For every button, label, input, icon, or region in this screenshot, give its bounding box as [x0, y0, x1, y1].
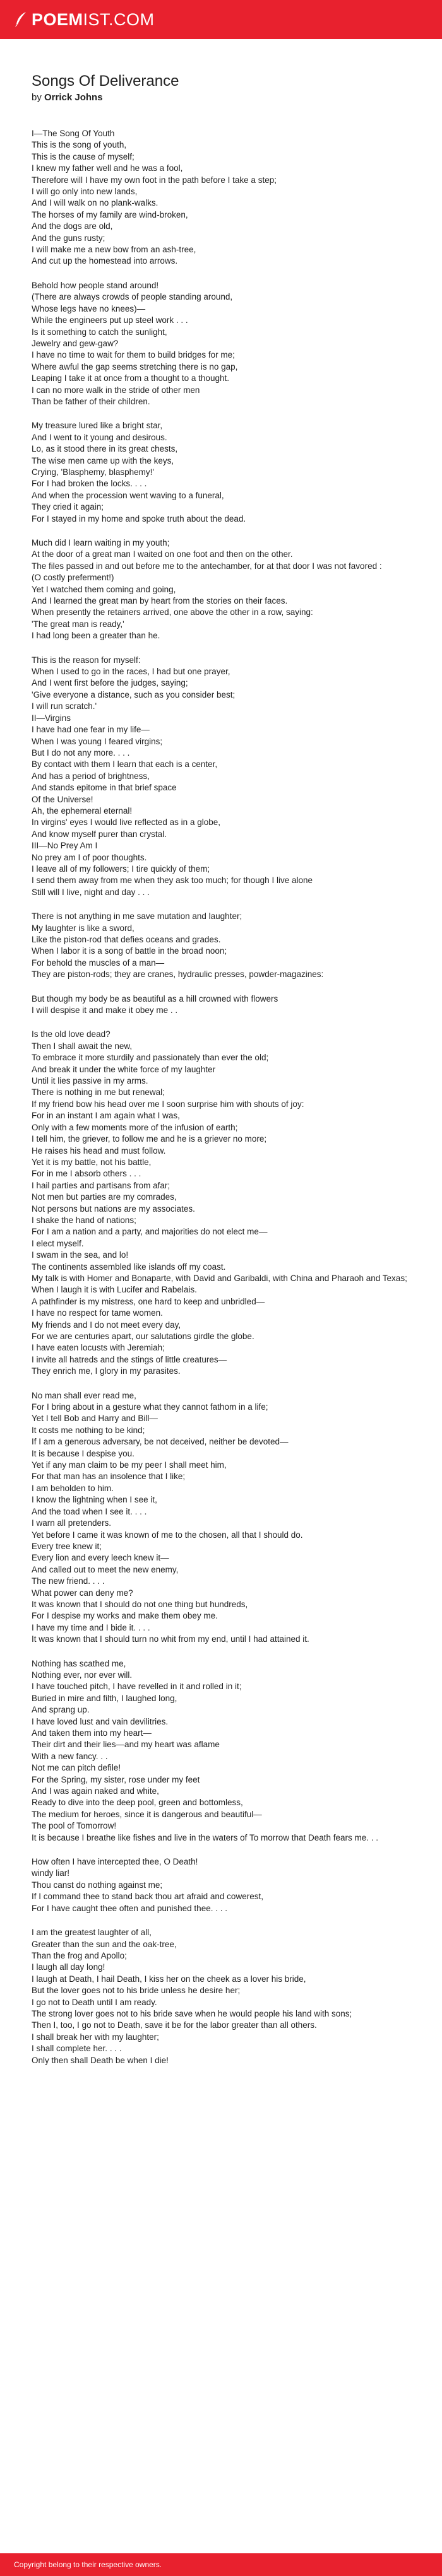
stanza — [32, 911, 410, 980]
poem-content — [0, 39, 442, 2066]
poem-line: Crying, 'Blasphemy, blasphemy!' — [32, 467, 154, 477]
poem-line: It is because I breathe like fishes and live in the waters of To morrow that Death fears me. . . — [32, 1832, 379, 1842]
poem-line: A pathfinder is my mistress, one hard to keep and unbridled— — [32, 1296, 265, 1306]
poem-line: For we are centuries apart, our salutations girdle the globe. — [32, 1332, 254, 1341]
poem-line: II—Virgins — [32, 713, 71, 723]
poem-line: Only then shall Death be when I die! — [32, 2055, 169, 2065]
poem-line: If my friend bow his head over me I soon surprise him with shouts of joy: — [32, 1099, 304, 1109]
brand-name: POEMIST.COM — [32, 9, 155, 29]
poem-line: For I bring about in a gesture what they cannot fathom in a life; — [32, 1402, 268, 1412]
poem-line: III—No Prey Am I — [32, 841, 98, 851]
poem-line: I had long been a greater than he. — [32, 631, 160, 641]
poem-line: Only with a few moments more of the infusion of earth; — [32, 1122, 238, 1132]
poem-line: It was known that I should do not one thing but hundreds, — [32, 1599, 248, 1609]
poem-line: I know the lightning when I see it, — [32, 1495, 157, 1505]
poem-line: And sprang up. — [32, 1705, 90, 1715]
poem-line: For I despise my works and make them obey me. — [32, 1611, 218, 1621]
poem-line: And I went first before the judges, saying; — [32, 678, 188, 688]
by-label: by — [32, 92, 42, 103]
poem-line: They enrich me, I glory in my parasites. — [32, 1366, 181, 1376]
poem-line: I laugh at Death, I hail Death, I kiss her on the cheek as a lover his bride, — [32, 1974, 306, 1984]
poem-line: Much did I learn waiting in my youth; — [32, 538, 170, 547]
poem-line: No man shall ever read me, — [32, 1390, 136, 1400]
author-link[interactable]: Orrick Johns — [44, 92, 103, 103]
poem-line: And I will walk on no plank-walks. — [32, 198, 158, 208]
poem-line: I will run scratch.' — [32, 701, 97, 711]
poem-line: The continents assembled like islands off my coast. — [32, 1262, 226, 1272]
poem-line: And the dogs are old, — [32, 221, 113, 231]
poem-line: And has a period of brightness, — [32, 771, 150, 781]
poem-line: I have no time to wait for them to build bridges for me; — [32, 350, 235, 360]
poem-line: At the door of a great man I waited on one foot and then on the other. — [32, 549, 293, 559]
poem-line: The medium for heroes, since it is dangerous and beautiful— — [32, 1809, 262, 1819]
poem-line: And the guns rusty; — [32, 233, 105, 243]
poem-line: And the toad when I see it. . . . — [32, 1506, 147, 1516]
poem-line: (There are always crowds of people standing around, — [32, 292, 233, 302]
poem-line: When presently the retainers arrived, one above the other in a row, saying: — [32, 607, 313, 618]
poem-line: There is nothing in me but renewal; — [32, 1087, 165, 1098]
poem-line: I hail parties and partisans from afar; — [32, 1180, 170, 1190]
poem-line: It is because I despise you. — [32, 1448, 134, 1458]
poem-line: (O costly preferment!) — [32, 573, 114, 583]
poem-line: For behold the muscles of a man— — [32, 957, 165, 968]
poem-line: I will go only into new lands, — [32, 187, 138, 197]
poem-line: And break it under the white force of my laughter — [32, 1064, 216, 1074]
stanza — [32, 128, 410, 267]
poem-line: The pool of Tomorrow! — [32, 1821, 117, 1831]
poem-line: Yet it is my battle, not his battle, — [32, 1157, 152, 1167]
poem-line: I tell him, the griever, to follow me and he is a griever no more; — [32, 1134, 267, 1144]
poem-line: With a new fancy. . . — [32, 1751, 108, 1761]
stanza — [32, 1658, 410, 1844]
poem-line: They cried it again; — [32, 502, 104, 512]
site-footer — [0, 2553, 442, 2576]
poem-line: It was known that I should turn no whit from my end, until I had attained it. — [32, 1634, 309, 1644]
poem-line: I have loved lust and vain devilitries. — [32, 1716, 169, 1726]
poem-line: I have my time and I bide it. . . . — [32, 1622, 150, 1632]
stanza — [32, 1927, 410, 2066]
poem-line: Until it lies passive in my arms. — [32, 1076, 148, 1086]
poem-line: For in an instant I am again what I was, — [32, 1111, 180, 1121]
poem-line: He raises his head and must follow. — [32, 1145, 166, 1156]
poem-line: Their dirt and their lies—and my heart was aflame — [32, 1740, 220, 1750]
poem-line: I laugh all day long! — [32, 1962, 105, 1972]
poem-line: In virgins' eyes I would live reflected as in a globe, — [32, 817, 220, 828]
poem-line: I knew my father well and he was a fool, — [32, 163, 183, 173]
poem-line: For I have caught thee often and punished thee. . . . — [32, 1903, 227, 1913]
poem-line: I shake the hand of nations; — [32, 1215, 136, 1225]
poem-line: I am beholden to him. — [32, 1483, 114, 1493]
poem-line: Ah, the ephemeral eternal! — [32, 805, 133, 816]
poem-line: Where awful the gap seems stretching there is no gap, — [32, 361, 238, 372]
poem-line: I warn all pretenders. — [32, 1518, 112, 1528]
poem-line: To embrace it more sturdily and passionately than ever the old; — [32, 1053, 269, 1063]
poem-line: I have touched pitch, I have revelled in it and rolled in it; — [32, 1682, 242, 1692]
site-logo[interactable] — [14, 10, 155, 30]
stanza — [32, 993, 410, 1017]
poem-line: Is it something to catch the sunlight, — [32, 327, 167, 337]
poem-byline — [32, 92, 410, 103]
stanza — [32, 655, 410, 899]
poem-line: This is the reason for myself: — [32, 655, 141, 665]
poem-line: And taken them into my heart— — [32, 1728, 152, 1738]
poem-line: I send them away from me when they ask too much; for though I live alone — [32, 875, 313, 886]
poem-line: Yet before I came it was known of me to the chosen, all that I should do. — [32, 1530, 303, 1540]
poem-line: Is the old love dead? — [32, 1029, 110, 1039]
poem-line: I shall complete her. . . . — [32, 2044, 122, 2054]
poem-line: Leaping I take it at once from a thought to a thought. — [32, 373, 229, 383]
poem-line: And called out to meet the new enemy, — [32, 1564, 179, 1574]
poem-line: Not persons but nations are my associates. — [32, 1203, 195, 1214]
poem-line: Then I shall await the new, — [32, 1041, 133, 1051]
stanza — [32, 1390, 410, 1646]
poem-line: I can no more walk in the stride of other men — [32, 385, 200, 395]
stanza — [32, 1029, 410, 1377]
poem-line: Jewelry and gew-gaw? — [32, 338, 119, 348]
poem-line: If I command thee to stand back thou art afraid and cowerest, — [32, 1892, 263, 1902]
poem-body — [32, 128, 410, 2066]
poem-line: My treasure lured like a bright star, — [32, 421, 163, 431]
poem-line: When I was young I feared virgins; — [32, 736, 163, 746]
poem-line: Behold how people stand around! — [32, 280, 159, 290]
poem-line: I have no respect for tame women. — [32, 1308, 163, 1318]
poem-line: They are piston-rods; they are cranes, hydraulic presses, powder-magazines: — [32, 969, 324, 980]
poem-line: But the lover goes not to his bride unless he desire her; — [32, 1986, 241, 1996]
poem-line: For the Spring, my sister, rose under my feet — [32, 1774, 200, 1784]
poem-line: For I am a nation and a party, and majorities do not elect me— — [32, 1227, 268, 1237]
poem-line: And know myself purer than crystal. — [32, 829, 167, 839]
poem-line: I am the greatest laughter of all, — [32, 1928, 152, 1938]
poem-line: And I learned the great man by heart from the stories on their faces. — [32, 596, 288, 606]
poem-line: Still will I live, night and day . . . — [32, 887, 150, 897]
poem-line: And stands epitome in that brief space — [32, 783, 177, 793]
poem-line: No prey am I of poor thoughts. — [32, 852, 147, 862]
poem-title: Songs Of Deliverance — [32, 73, 179, 90]
poem-line: I swam in the sea, and lo! — [32, 1250, 129, 1260]
site-header — [0, 0, 442, 39]
poem-line: Yet I tell Bob and Harry and Bill— — [32, 1414, 158, 1424]
stanza — [32, 537, 410, 642]
poem-line: And I was again naked and white, — [32, 1786, 159, 1796]
poem-line: For in me I absorb others . . . — [32, 1169, 141, 1179]
poem-line: Buried in mire and filth, I laughed long, — [32, 1693, 177, 1703]
poem-line: For that man has an insolence that I like; — [32, 1472, 186, 1482]
poem-line: Whose legs have no knees)— — [32, 303, 146, 313]
poem-line: My friends and I do not meet every day, — [32, 1320, 181, 1330]
poem-line: windy liar! — [32, 1868, 70, 1878]
poem-line: I invite all hatreds and the stings of little creatures— — [32, 1354, 227, 1364]
poem-line: I leave all of my followers; I tire quickly of them; — [32, 864, 210, 874]
poem-line: Of the Universe! — [32, 794, 93, 804]
stanza — [32, 1856, 410, 1914]
poem-line: The new friend. . . . — [32, 1576, 105, 1586]
poem-line: Ready to dive into the deep pool, green and bottomless, — [32, 1798, 243, 1808]
poem-line: And cut up the homestead into arrows. — [32, 256, 178, 266]
poem-line: When I used to go in the races, I had but one prayer, — [32, 667, 230, 677]
poem-line: Yet I watched them coming and going, — [32, 584, 176, 594]
poem-line: Nothing has scathed me, — [32, 1658, 126, 1668]
poem-line: Like the piston-rod that defies oceans and grades. — [32, 935, 221, 944]
poem-line: I have eaten locusts with Jeremiah; — [32, 1343, 165, 1353]
poem-line: What power can deny me? — [32, 1588, 133, 1598]
poem-line: There is not anything in me save mutation and laughter; — [32, 911, 242, 922]
poem-line: By contact with them I learn that each is a center, — [32, 759, 218, 770]
poem-line: Thou canst do nothing against me; — [32, 1880, 163, 1890]
poem-line: I have had one fear in my life— — [32, 725, 150, 735]
poem-line: When I labor it is a song of battle in the broad noon; — [32, 946, 227, 956]
poem-line: While the engineers put up steel work . . . — [32, 315, 188, 325]
copyright-notice: Copyright belong to their respective owners. — [14, 2560, 162, 2569]
poem-line: And when the procession went waving to a funeral, — [32, 490, 224, 500]
poem-line: Greater than the sun and the oak-tree, — [32, 1939, 177, 1949]
poem-line: I shall break her with my laughter; — [32, 2032, 159, 2042]
poem-line: The horses of my family are wind-broken, — [32, 209, 188, 220]
poem-line: Lo, as it stood there in its great chests, — [32, 444, 178, 454]
poem-line: Not men but parties are my comrades, — [32, 1192, 177, 1202]
poem-line: Yet if any man claim to be my peer I shall meet him, — [32, 1460, 227, 1470]
poem-line: Then I, too, I go not to Death, save it be for the labor greater than all others. — [32, 2020, 317, 2030]
poem-line: If I am a generous adversary, be not deceived, neither be devoted— — [32, 1437, 289, 1447]
poem-line: For I had broken the locks. . . . — [32, 479, 147, 489]
poem-line: Than be father of their children. — [32, 396, 150, 406]
poem-line: How often I have intercepted thee, O Death! — [32, 1857, 198, 1867]
poem-line: This is the song of youth, — [32, 140, 127, 150]
poem-line: Every lion and every leech knew it— — [32, 1553, 169, 1563]
poem-line: Not me can pitch defile! — [32, 1763, 121, 1773]
poem-line: It costs me nothing to be kind; — [32, 1425, 145, 1435]
poem-line: For I stayed in my home and spoke truth about the dead. — [32, 513, 246, 524]
poem-line: I will make me a new bow from an ash-tree, — [32, 245, 196, 255]
stanza — [32, 280, 410, 407]
poem-line: 'The great man is ready,' — [32, 619, 124, 629]
poem-line: I will despise it and make it obey me . . — [32, 1005, 178, 1016]
poem-line: Therefore will I have my own foot in the path before I take a step; — [32, 175, 277, 185]
stanza — [32, 420, 410, 525]
poem-line: And I went to it young and desirous. — [32, 432, 167, 442]
poem-line: Every tree knew it; — [32, 1541, 102, 1551]
poem-line: The files passed in and out before me to the antechamber, for at that door I was not favored : — [32, 561, 382, 571]
poem-line: I elect myself. — [32, 1238, 84, 1248]
poem-line: I go not to Death until I am ready. — [32, 1997, 157, 2007]
poem-line: Nothing ever, nor ever will. — [32, 1670, 133, 1680]
poem-line: This is the cause of myself; — [32, 151, 134, 161]
poem-line: I—The Song Of Youth — [32, 129, 115, 138]
poem-line: The strong lover goes not to his bride save when he would people his land with sons; — [32, 2008, 352, 2018]
poem-line: When I laugh it is with Lucifer and Rabelais. — [32, 1285, 197, 1295]
poem-line: But I do not any more. . . . — [32, 747, 130, 758]
poem-line: Than the frog and Apollo; — [32, 1950, 127, 1960]
poem-line: 'Give everyone a distance, such as you consider best; — [32, 689, 236, 700]
poem-line: The wise men came up with the keys, — [32, 455, 174, 465]
poem-line: My laughter is like a sword, — [32, 923, 134, 933]
poem-line: But though my body be as beautiful as a hill crowned with flowers — [32, 993, 278, 1004]
quill-pen-icon — [14, 11, 28, 28]
poem-line: My talk is with Homer and Bonaparte, with David and Garibaldi, with China and Pharaoh and Texas; — [32, 1273, 407, 1283]
